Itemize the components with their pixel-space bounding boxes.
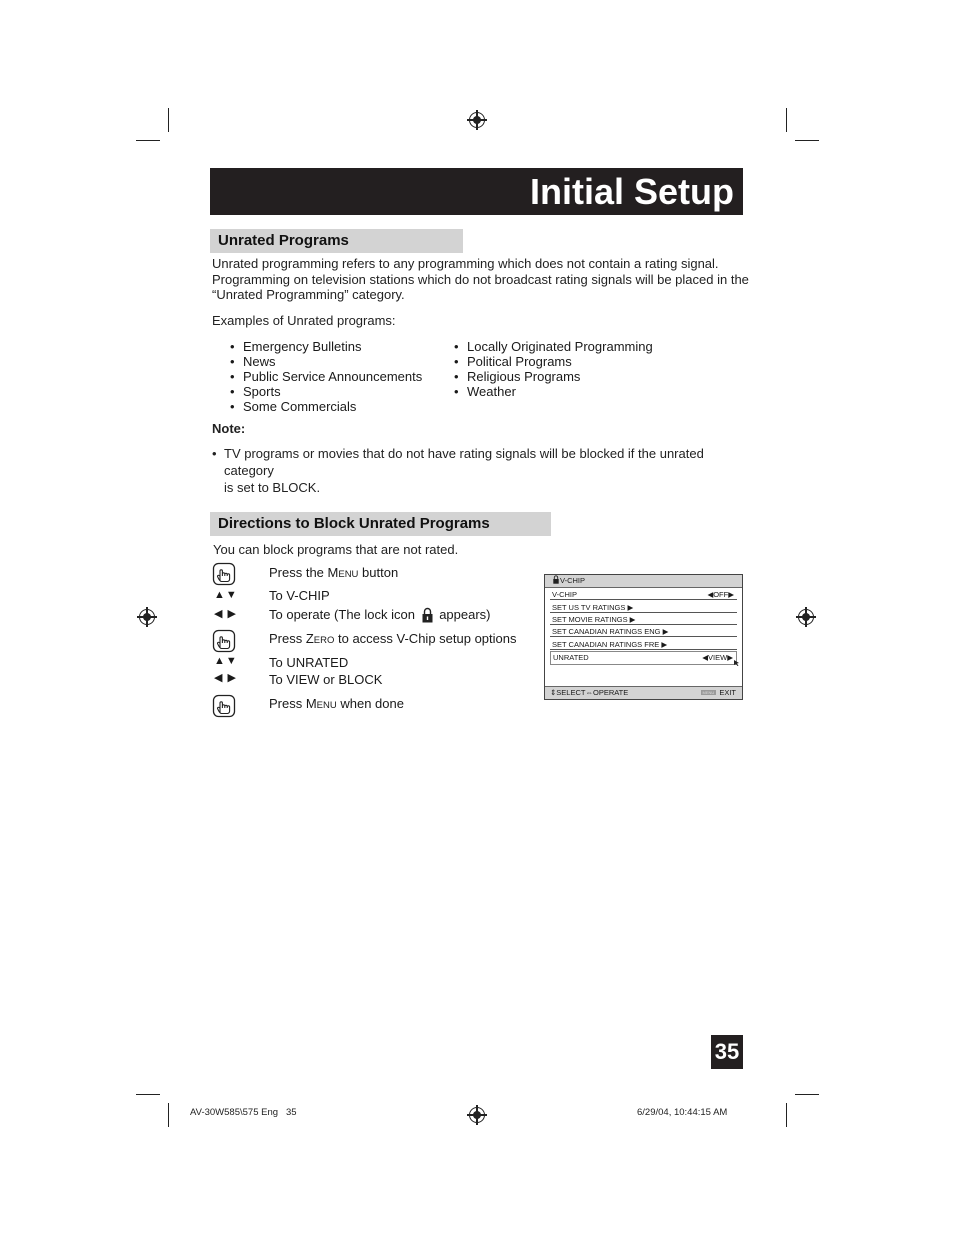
list-item: • Locally Originated Programming <box>454 339 714 354</box>
footer-timestamp: 6/29/04, 10:44:15 AM <box>637 1107 728 1118</box>
page-title-bar <box>210 168 743 215</box>
osd-row-label: UNRATED <box>553 653 589 662</box>
osd-row-value: ◀VIEW▶ <box>702 653 733 662</box>
note-bullet: • <box>212 446 217 461</box>
note-text <box>224 445 754 496</box>
text-line: Unrated programming refers to any programming which does not contain a rating signal. <box>212 256 719 271</box>
chevron-right-icon: ▶ <box>627 603 634 612</box>
footer-file-info: AV-30W585\575 Eng 35 <box>190 1107 297 1118</box>
text-fragment: when done <box>336 696 404 711</box>
examples-list-right <box>454 339 714 399</box>
examples-list-left <box>230 339 450 414</box>
examples-intro: Examples of Unrated programs: <box>212 313 396 328</box>
chevron-right-icon: ▶ <box>661 640 668 649</box>
crop-mark <box>136 140 160 141</box>
list-item: • Some Commercials <box>230 399 450 414</box>
osd-header-label: V-CHIP <box>560 576 586 585</box>
osd-row-label: SET CANADIAN RATINGS FRE <box>552 640 660 649</box>
osd-row-label: SET US TV RATINGS <box>552 603 626 612</box>
text-fragment: Press the M <box>269 565 339 580</box>
osd-exit-label: EXIT <box>719 688 736 697</box>
text-fragment: To operate (The lock icon <box>269 607 419 622</box>
lock-icon <box>422 607 433 623</box>
chevron-right-icon: ▶ <box>629 615 636 624</box>
osd-row-canadian-fre <box>550 639 737 650</box>
text-fragment: Press M <box>269 696 317 711</box>
lock-icon <box>553 575 559 584</box>
registration-mark-icon <box>798 609 814 625</box>
text-line: “Unrated Programming” category. <box>212 287 405 302</box>
step-press-menu <box>269 565 398 582</box>
step-press-zero <box>269 631 517 648</box>
list-item: • News <box>230 354 450 369</box>
crop-mark <box>136 1094 160 1095</box>
step-to-operate <box>269 607 491 623</box>
up-down-arrows-icon: ▲▼ <box>214 589 238 601</box>
press-button-hand-icon <box>212 694 236 718</box>
up-down-arrows-icon: ▲▼ <box>214 655 238 667</box>
step-to-unrated: To UNRATED <box>269 655 349 670</box>
registration-mark-icon <box>469 112 485 128</box>
press-button-hand-icon <box>212 629 236 653</box>
directions-intro: You can block programs that are not rated. <box>213 542 459 557</box>
list-item: • Sports <box>230 384 450 399</box>
osd-row-label: SET CANADIAN RATINGS ENG <box>552 627 661 636</box>
osd-header <box>545 575 742 588</box>
crop-mark <box>168 1103 169 1127</box>
text-fragment: ERO <box>313 635 335 646</box>
registration-mark-icon <box>139 609 155 625</box>
left-right-icon: ⇔ <box>585 688 593 697</box>
page-number: 35 <box>711 1035 743 1069</box>
osd-row-canadian-eng <box>550 626 737 637</box>
list-item: • Weather <box>454 384 714 399</box>
crop-mark <box>168 108 169 132</box>
text-fragment: Press Z <box>269 631 314 646</box>
osd-operate-label: OPERATE <box>592 688 629 697</box>
cursor-icon <box>734 660 740 666</box>
osd-row-vchip <box>550 589 737 600</box>
osd-footer-select <box>550 687 628 699</box>
osd-row-movie <box>550 614 737 625</box>
note-label: Note: <box>212 421 246 436</box>
osd-row-us-tv <box>550 602 737 613</box>
crop-mark <box>786 1103 787 1127</box>
text-line: TV programs or movies that do not have rating signals will be blocked if the unrated category <box>224 446 704 478</box>
vchip-menu-screen <box>544 574 743 700</box>
osd-value-text: OFF <box>713 590 729 599</box>
registration-mark-icon <box>469 1107 485 1123</box>
left-right-arrows-icon: ◀ ▶ <box>214 672 237 684</box>
unrated-description <box>212 256 752 303</box>
step-to-vchip: To V-CHIP <box>269 588 330 603</box>
osd-footer-exit <box>701 687 736 699</box>
osd-row-unrated <box>550 651 737 665</box>
text-fragment: ENU <box>316 700 337 711</box>
left-right-arrows-icon: ◀ ▶ <box>214 608 237 620</box>
text-line: is set to BLOCK. <box>224 480 321 495</box>
text-fragment: appears) <box>435 607 491 622</box>
page-title: Initial Setup <box>529 171 734 212</box>
list-item: • Public Service Announcements <box>230 369 450 384</box>
osd-row-label: V-CHIP <box>552 590 578 599</box>
press-button-hand-icon <box>212 562 236 586</box>
text-line: Programming on television stations which do not broadcast rating signals will be placed in the <box>212 271 749 287</box>
up-down-icon: ⇕ <box>550 688 557 697</box>
crop-mark <box>786 108 787 132</box>
text-fragment: to access V-Chip setup options <box>334 631 517 646</box>
crop-mark <box>795 1094 819 1095</box>
osd-value-text: VIEW <box>708 653 728 662</box>
text-fragment: ENU <box>338 569 359 580</box>
crop-mark <box>795 140 819 141</box>
text-fragment: button <box>358 565 399 580</box>
section-heading-unrated: Unrated Programs <box>210 229 463 253</box>
section-heading-directions: Directions to Block Unrated Programs <box>210 512 551 536</box>
osd-footer <box>545 686 742 699</box>
chevron-right-icon: ▶ <box>662 627 669 636</box>
menu-key-icon: MENU <box>702 690 715 695</box>
osd-row-label: SET MOVIE RATINGS <box>552 615 628 624</box>
list-item: • Political Programs <box>454 354 714 369</box>
step-view-or-block: To VIEW or BLOCK <box>269 672 383 687</box>
list-item: • Religious Programs <box>454 369 714 384</box>
step-press-menu-done <box>269 696 404 713</box>
osd-row-value: ◀OFF▶ <box>707 590 734 599</box>
list-item: • Emergency Bulletins <box>230 339 450 354</box>
osd-select-label: SELECT <box>556 688 586 697</box>
